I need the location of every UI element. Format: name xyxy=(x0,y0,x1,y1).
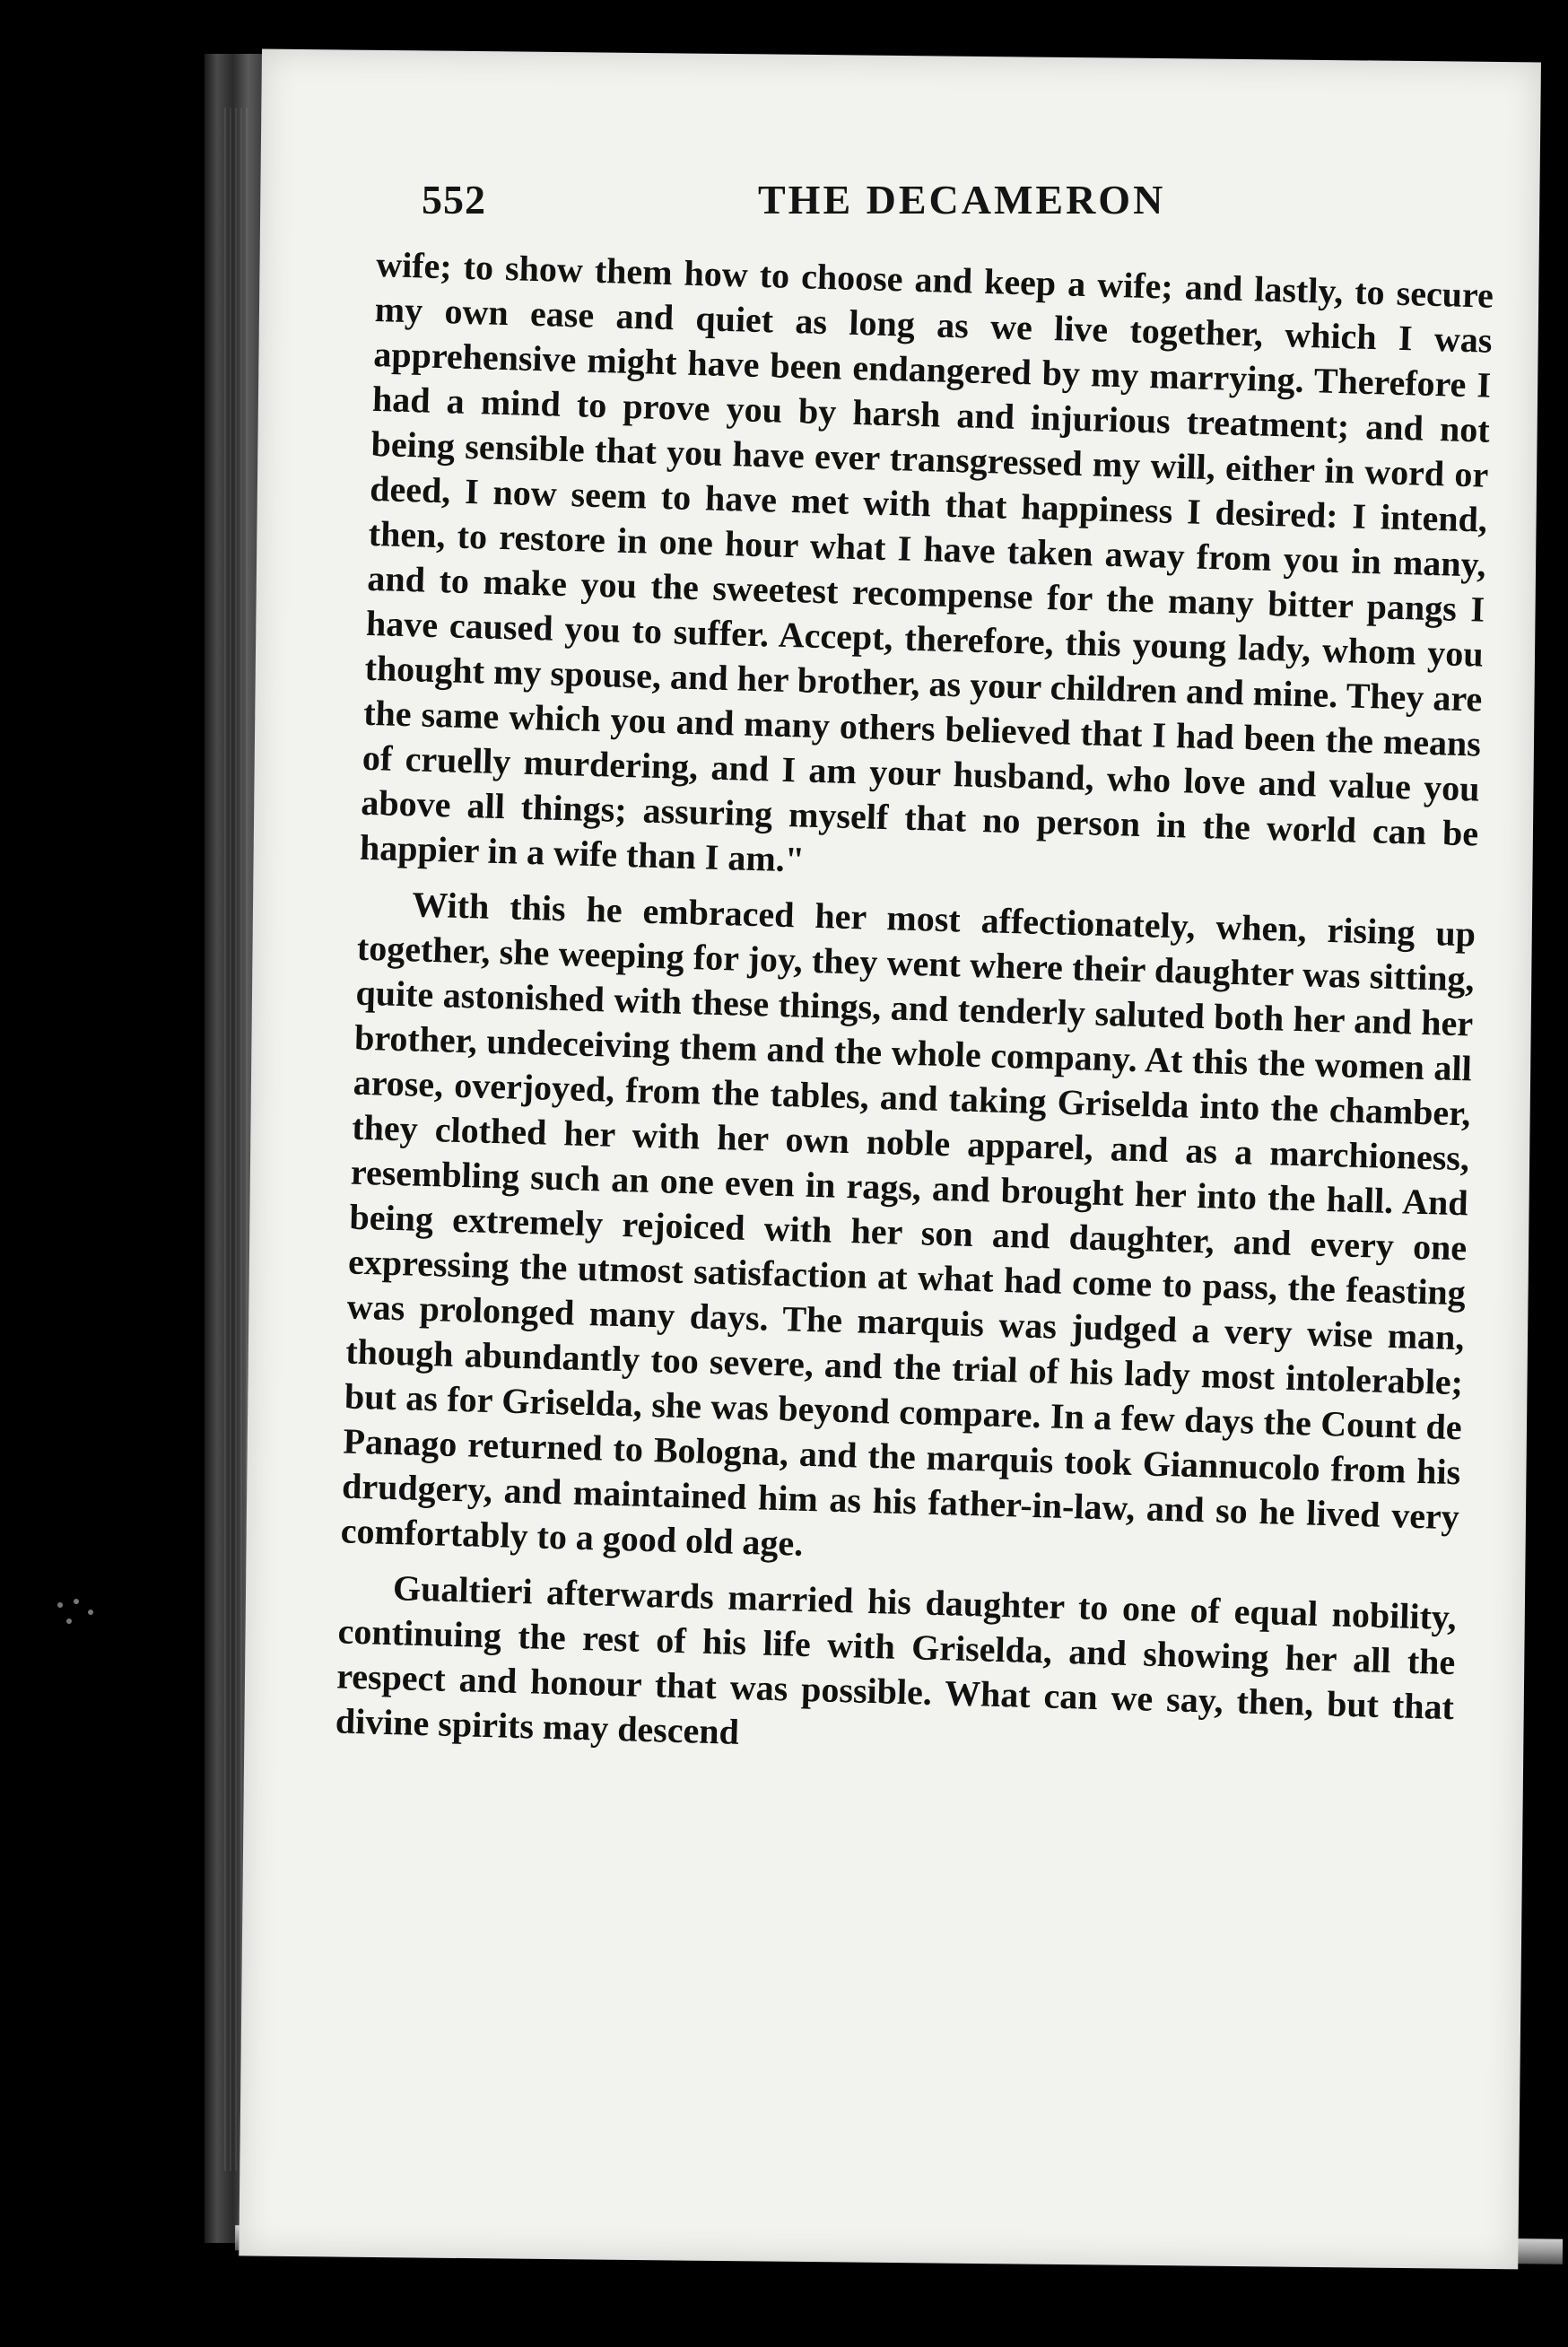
paragraph-3: Gualtieri afterwards married his daughter to one of equal nobility, continuing the rest of his life with Griselda, and showing her all the respect and honour that was possible. What can we say, then, but that divine spirits may descend xyxy=(335,1567,1458,1752)
book-title: THE DECAMERON xyxy=(758,177,1166,222)
scan-specks xyxy=(54,1597,108,1633)
page-number: 552 xyxy=(422,177,486,222)
body-text xyxy=(335,242,1494,1775)
speck xyxy=(57,1602,63,1608)
speck xyxy=(74,1599,79,1604)
running-head xyxy=(422,176,1516,239)
speck xyxy=(66,1618,72,1624)
paragraph-1: wife; to show them how to choose and keep a wife; and lastly, to secure my own ease and quiet as long as we live together, which I was apprehensive might have been endangered by my marrying. Therefore I had a mind to prove you by harsh and injurious treatment; and not being sensible that you have ever transgressed my will, either in word or deed, I now seem to have met with that happiness I desired: I intend, then, to restore in one hour what I have taken away from you in many, and to make you the sweetest recompense for the many bitter pangs I have caused you to suffer. Accept, therefore, this young lady, whom you thought my spouse, and her brother, as your children and mine. They are the same which you and many others believed that I had been the means of cruelly murdering, and I am your husband, who love and value you above all things; assuring myself that no person in the world can be happier in a wife than I am." xyxy=(359,243,1494,880)
paragraph-2: With this he embraced her most affectionately, when, rising up together, she weeping for joy, they went where their daughter was sitting, quite astonished with these things, and tenderly saluted both her and her brother, undeceiving them and the whole company. At this the women all arose, overjoyed, from the tables, and taking Griselda into the chamber, they clothed her with her own noble apparel, and as a marchioness, resembling such an one even in rags, and brought her into the hall. And being extremely rejoiced with her son and daughter, and every one expressing the utmost satisfaction at what had come to pass, the feasting was prolonged many days. The marquis was judged a very wise man, though abundantly too severe, and the trial of his lady most intolerable; but as for Griselda, she was beyond compare. In a few days the Count de Panago returned to Bologna, and the marquis took Giannucolo from his drudgery, and maintained him as his father-in-law, and so he lived very comfortably to a good old age. xyxy=(340,884,1477,1564)
speck xyxy=(88,1610,93,1615)
